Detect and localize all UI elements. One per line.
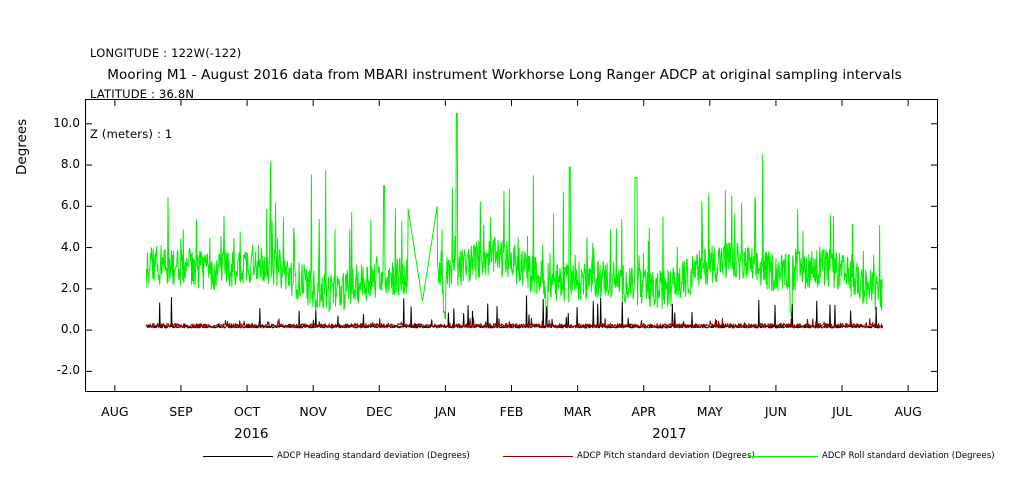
plot-area	[85, 99, 938, 392]
legend-label: ADCP Heading standard deviation (Degrees)	[277, 451, 470, 461]
x-tick-label: SEP	[169, 404, 193, 419]
x-axis-year-label: 2017	[652, 426, 687, 442]
legend-item	[503, 448, 759, 464]
plot-svg	[85, 99, 938, 392]
y-tick-label: 8.0	[60, 157, 80, 172]
y-tick-label: -2.0	[56, 363, 80, 378]
y-tick-label: 6.0	[60, 198, 80, 213]
latitude-text: LATITUDE : 36.8N	[90, 86, 195, 101]
z-depth-text: Z (meters) : 1	[90, 127, 173, 141]
legend-label: ADCP Pitch standard deviation (Degrees)	[577, 451, 756, 461]
legend-color-swatch	[203, 456, 273, 457]
chart-title: Mooring M1 - August 2016 data from MBARI instrument Workhorse Long Ranger ADCP at original sampling intervals	[107, 67, 902, 83]
x-tick-label: AUG	[894, 404, 922, 419]
x-axis-ticks	[85, 392, 938, 452]
longitude-text: LONGITUDE : 122W(-122)	[90, 46, 242, 60]
chart-legend	[85, 448, 995, 468]
legend-item	[748, 448, 999, 464]
x-axis-year-label: 2016	[234, 426, 269, 442]
x-tick-label: FEB	[499, 404, 524, 419]
tick-marks	[85, 99, 938, 392]
x-tick-label: MAR	[563, 404, 592, 419]
legend-color-swatch	[748, 456, 818, 457]
x-tick-label: JUL	[832, 404, 852, 419]
x-tick-label: JAN	[434, 404, 457, 419]
legend-item	[203, 448, 474, 464]
legend-color-swatch	[503, 456, 573, 457]
y-tick-label: 2.0	[60, 280, 80, 295]
y-tick-label: 0.0	[60, 322, 80, 337]
y-axis-ticks	[30, 99, 80, 392]
x-tick-label: JUN	[764, 404, 788, 419]
x-tick-label: OCT	[233, 404, 261, 419]
series-roll	[146, 113, 882, 318]
legend-label: ADCP Roll standard deviation (Degrees)	[822, 451, 995, 461]
y-tick-label: 4.0	[60, 239, 80, 254]
x-tick-label: APR	[631, 404, 657, 419]
series-heading	[146, 296, 882, 328]
x-tick-label: NOV	[299, 404, 327, 419]
y-tick-label: 10.0	[53, 115, 80, 130]
y-axis-label: Degrees	[14, 118, 30, 175]
series-pitch	[146, 318, 882, 328]
x-tick-label: AUG	[101, 404, 129, 419]
x-tick-label: MAY	[696, 404, 723, 419]
x-tick-label: DEC	[366, 404, 393, 419]
